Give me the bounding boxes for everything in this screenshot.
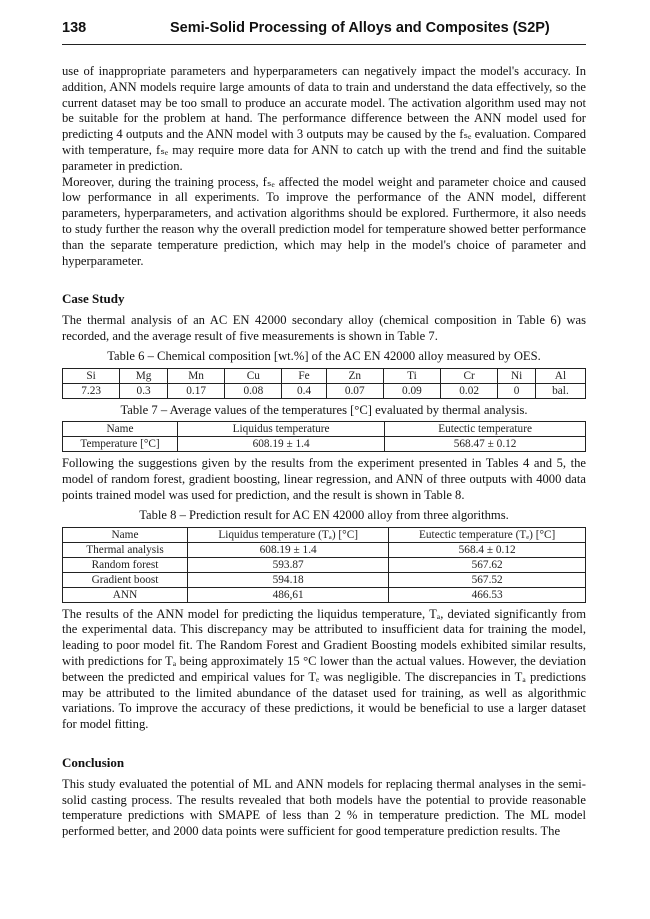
table-cell: 568.47 ± 0.12: [385, 437, 586, 452]
table-cell: 0.3: [120, 383, 168, 398]
table-header-cell: Mg: [120, 368, 168, 383]
paragraph: The thermal analysis of an AC EN 42000 secondary alloy (chemical composition in Table 6) was recorded, and the average result of five measurements is shown in Table 7.: [62, 313, 586, 343]
page-header: [62, 18, 586, 40]
table-header-cell: Ni: [498, 368, 536, 383]
table-header-cell: Name: [63, 527, 188, 542]
table-row: [63, 572, 586, 587]
table-header-cell: Eutectic temperature (Tₑ) [°C]: [389, 527, 586, 542]
table-header-cell: Mn: [168, 368, 225, 383]
table-cell: 0.07: [326, 383, 383, 398]
table-header-row: [63, 368, 586, 383]
running-title: Semi-Solid Processing of Alloys and Composites (S2P): [170, 20, 550, 36]
table-row: [63, 383, 586, 398]
table-header-cell: Zn: [326, 368, 383, 383]
table-6: [62, 368, 586, 399]
table-cell: 593.87: [188, 557, 389, 572]
table-cell: ANN: [63, 587, 188, 602]
table-header-cell: Cr: [441, 368, 498, 383]
table-header-cell: Ti: [383, 368, 440, 383]
table6-caption: Table 6 – Chemical composition [wt.%] of the AC EN 42000 alloy measured by OES.: [107, 348, 541, 363]
table-row: [63, 437, 586, 452]
table-7: [62, 421, 586, 452]
table-header-cell: Fe: [282, 368, 326, 383]
table-cell: 608.19 ± 1.4: [188, 542, 389, 557]
paragraph: The results of the ANN model for predicting the liquidus temperature, Tₐ, deviated significantly from the experimental data. This discrepancy may be attributed to insufficient data for training the model, leading to poor model fit. The Random Forest and Gradient Boosting models exhibited similar results, with predictions for Tₐ being approximately 15 °C lower than the actual values. However, the deviation between the predicted and empirical values for Tₑ was negligible. The discrepancies in Tₐ predictions may be attributed to the limited abundance of the dataset used for training, as well as algorithmic variations. To improve the accuracy of these predictions, it would be beneficial to use a larger dataset for model fitting.: [62, 606, 586, 732]
section-heading-conclusion: Conclusion: [62, 754, 125, 770]
section-heading-case-study: Case Study: [62, 291, 125, 307]
table-cell: 0.09: [383, 383, 440, 398]
table-header-row: [63, 422, 586, 437]
table-cell: 0.4: [282, 383, 326, 398]
table-cell: 567.52: [389, 572, 586, 587]
table-cell: 567.62: [389, 557, 586, 572]
table-cell: 0: [498, 383, 536, 398]
header-rule: [62, 44, 586, 45]
table-row: [63, 587, 586, 602]
table-cell: Temperature [°C]: [63, 437, 178, 452]
table-row: [63, 557, 586, 572]
table-cell: Gradient boost: [63, 572, 188, 587]
table-row: [63, 542, 586, 557]
table-header-cell: Al: [535, 368, 585, 383]
table-header-cell: Cu: [225, 368, 282, 383]
table-cell: 0.08: [225, 383, 282, 398]
table-cell: Thermal analysis: [63, 542, 188, 557]
table-cell: 466.53: [389, 587, 586, 602]
table-header-cell: Liquidus temperature (Tₐ) [°C]: [188, 527, 389, 542]
table-header-cell: Eutectic temperature: [385, 422, 586, 437]
paragraph: This study evaluated the potential of ML and ANN models for replacing thermal analyses in the semi-solid casting process. The results revealed that both models have the potential to provide reasonable temperature predictions with SMAPE of less than 2 % in temperature prediction. The ML model performed better, and 2000 data points were sufficient for good temperature prediction results. The: [62, 776, 586, 839]
table-8: [62, 527, 586, 603]
body-text: [62, 64, 586, 840]
table7-caption: Table 7 – Average values of the temperatures [°C] evaluated by thermal analysis.: [120, 402, 528, 417]
table-cell: 0.02: [441, 383, 498, 398]
table-header-cell: Liquidus temperature: [178, 422, 385, 437]
table-cell: 0.17: [168, 383, 225, 398]
table-cell: Random forest: [63, 557, 188, 572]
table-cell: bal.: [535, 383, 585, 398]
table-header-cell: Name: [63, 422, 178, 437]
table-header-cell: Si: [63, 368, 120, 383]
table8-caption: Table 8 – Prediction result for AC EN 42000 alloy from three algorithms.: [139, 507, 509, 522]
paragraph: Following the suggestions given by the results from the experiment presented in Tables 4 and 5, the model of random forest, gradient boosting, linear regression, and ANN of three outputs with 4000 data points trained model was used for prediction, and the result is shown in Table 8.: [62, 456, 586, 502]
table-cell: 486,61: [188, 587, 389, 602]
table-cell: 7.23: [63, 383, 120, 398]
table-cell: 608.19 ± 1.4: [178, 437, 385, 452]
table-cell: 594.18: [188, 572, 389, 587]
paragraph: Moreover, during the training process, fₛₑ affected the model weight and parameter choice and caused low performance in all experiments. To improve the performance of the ANN model, different parameters, hyperparameters, and activation algorithms should be explored. Furthermore, it also needs to study further the reason why the overall prediction model for temperature showed better performance than the separate temperature prediction, which may help in the model's choice of parameter and hyperparameter.: [62, 174, 586, 268]
table-cell: 568.4 ± 0.12: [389, 542, 586, 557]
table-header-row: [63, 527, 586, 542]
page-number: 138: [62, 20, 87, 36]
paragraph: use of inappropriate parameters and hyperparameters can negatively impact the model's accuracy. In addition, ANN models require large amounts of data to train and understand the data effectively, so the current dataset may be too small to produce an accurate model. The activation algorithm used may not be suitable for the problem at hand. The performance difference between the ANN model used for predicting 4 outputs and the ANN model with 3 outputs may be caused by the fₛₑ evaluation. Compared with temperature, fₛₑ may require more data for ANN to catch up with the trend and find the suitable parameter in prediction.: [62, 64, 586, 173]
